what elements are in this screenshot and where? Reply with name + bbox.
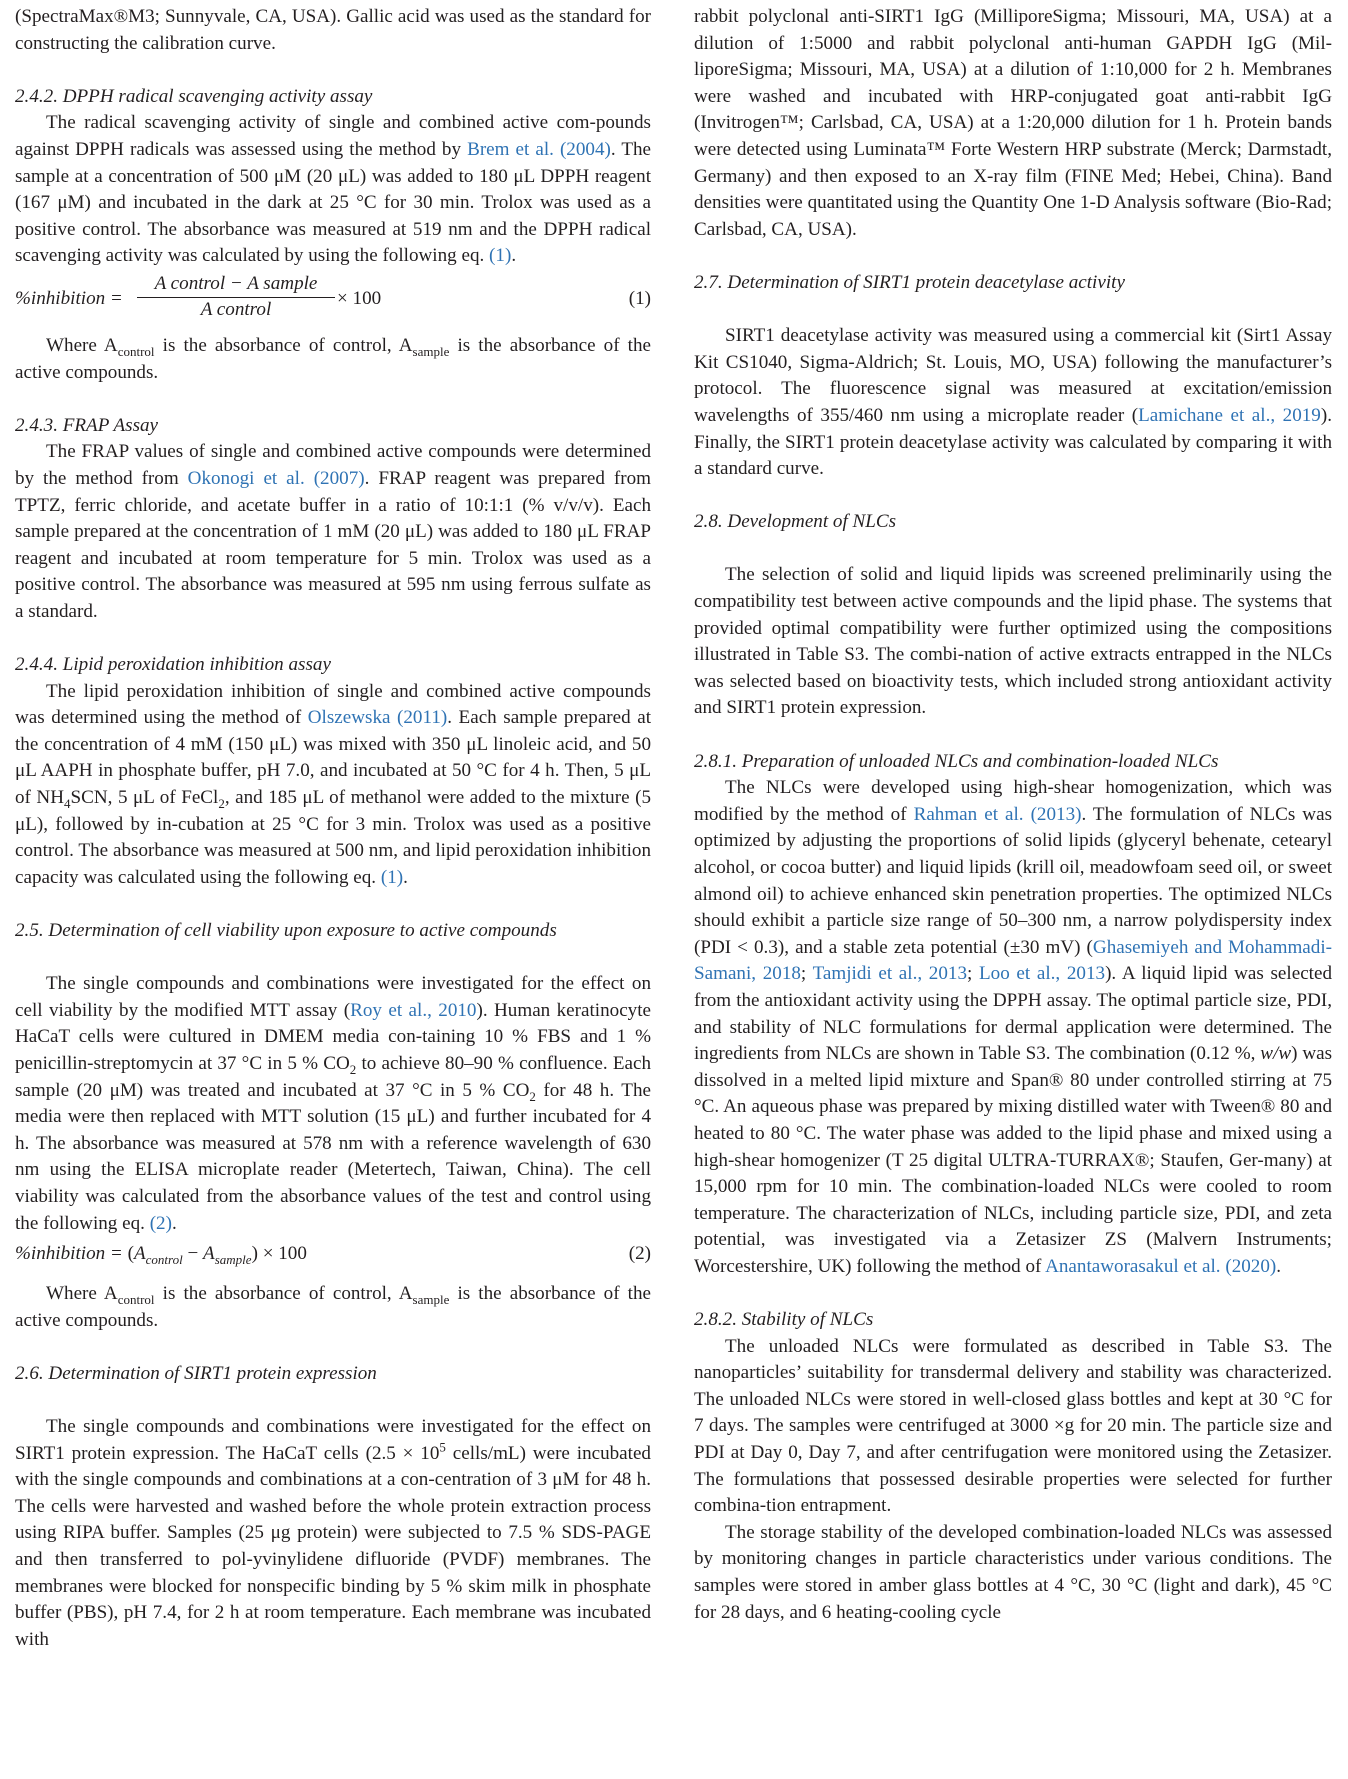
citation-link[interactable]: Brem et al. (2004)	[467, 138, 611, 160]
paragraph-spectramax: (SpectraMax®M3; Sunnyvale, CA, USA). Gallic acid was used as the standard for constructing the calibration curve.	[15, 6, 651, 54]
equation-1	[15, 272, 651, 325]
equation-denominator: A control	[200, 298, 272, 320]
section-heading-2-8-2: 2.8.2. Stability of NLCs	[694, 1309, 874, 1331]
paragraph-frap: The FRAP values of single and combined active compounds were determined by the method from Okonogi et al. (2007). FRAP reagent was prepared from TPTZ, ferric chloride, and acetate buffer in a ratio of 10:1:1 (% v/v/v). Each sample prepared at the concentration of 1 mM (20 μL) was added to 180 μL FRAP reagent and incubated at room temperature for 5 min. Trolox was used as a positive control. The absorbance was measured at 595 nm using ferrous sulfate as a standard.	[15, 441, 652, 622]
equation-link[interactable]: (2)	[149, 1212, 172, 1234]
paragraph-where-1: Where $A_{control}$ is the absorbance of control, $A_{sample}$ is the absorbance of the active compounds.	[15, 334, 652, 383]
section-heading-2-4-2: 2.4.2. DPPH radical scavenging activity assay	[15, 85, 373, 107]
section-heading-2-8: 2.8. Development of NLCs	[694, 511, 897, 533]
section-heading-2-6: 2.6. Determination of SIRT1 protein expression	[15, 1362, 377, 1384]
citation-link[interactable]: Tamjidi et al., 2013	[812, 963, 967, 985]
citation-link[interactable]: Lamichane et al., 2019	[1138, 404, 1321, 426]
paragraph-lipid-peroxidation: The lipid peroxidation inhibition of single and combined active compounds was determined using the method of Olszewska (2011). Each sample prepared at the concentration of 4 mM (150 μL) was mixed with 350 μL linoleic acid, and 50 μL AAPH in phosphate buffer, pH 7.0, and incubated at 50 °C for 4 h. Then, 5 μL of $NH_4SCN$, 5 μL of FeCl$_2$, and 185 μL of methanol were added to the mixture (5 μL), followed by in-cubation at 25 °C for 3 min. Trolox was used as a positive control. The absorbance was measured at 500 nm, and lipid peroxidation inhibition capacity was calculated using the following eq. (1).	[15, 680, 652, 888]
equation-2	[15, 1241, 651, 1273]
equation-link[interactable]: (1)	[380, 866, 404, 888]
section-heading-2-7: 2.7. Determination of SIRT1 protein deacetylase activity	[694, 271, 1125, 293]
equation-number: (2)	[628, 1243, 651, 1265]
equation-number: (1)	[628, 287, 651, 309]
equation-numerator: A control − A sample	[137, 272, 335, 298]
paragraph-dpph: The radical scavenging activity of single and combined active com-pounds against DPPH radicals was assessed using the method by Brem et al. (2004). The sample at a concentration of 500 μM (20 μL) was added to 180 μL DPPH reagent (167 μM) and incubated in the dark at 25 °C for 30 min. Trolox was used as a positive control. The absorbance was measured at 519 nm and the DPPH radical scavenging activity was calculated by using the following eq. (1).	[15, 112, 652, 267]
paragraph-storage-stability: The storage stability of the developed combination-loaded NLCs was assessed by monitoring changes in particle characteristics under various conditions. The samples were stored in amber glass bottles at 4 °C, 30 °C (light and dark), 45 °C for 28 days, and 6 heating-cooling cycle	[694, 1521, 1332, 1623]
equation-link[interactable]: (1)	[489, 245, 512, 267]
paragraph-sirt1-deacetylase: SIRT1 deacetylase activity was measured using a commercial kit (Sirt1 Assay Kit CS1040, Sigma-Aldrich; St. Louis, MO, USA) following the manufacturer’s protocol. The fluorescence signal was measured at excitation/emission wavelengths of 355/460 nm using a microplate reader (Lamichane et al., 2019). Finally, the SIRT1 protein deacetylase activity was calculated by comparing it with a standard curve.	[694, 325, 1332, 480]
citation-link[interactable]: Olszewska (2011)	[307, 707, 448, 729]
paragraph-antibodies: rabbit polyclonal anti-SIRT1 IgG (MilliporeSigma; Missouri, MA, USA) at a dilution of 1:5000 and rabbit polyclonal anti-human GAPDH IgG (Mil-liporeSigma; Missouri, MA, USA) at a dilution of 1:10,000 for 2 h. Membranes were washed and incubated with HRP-conjugated goat anti-rabbit IgG (Invitrogen™; Carlsbad, CA, USA) at a 1:20,000 dilution for 1 h. Protein bands were detected using Luminata™ Forte Western HRP substrate (Merck; Darmstadt, Germany) and then exposed to an X-ray film (FINE Med; Hebei, China). Band densities were quantitated using the Quantity One 1-D Analysis software (Bio-Rad; Carlsbad, CA, USA).	[694, 6, 1332, 240]
equation-lhs: %inhibition =	[15, 287, 123, 309]
section-heading-2-8-1: 2.8.1. Preparation of unloaded NLCs and combination-loaded NLCs	[694, 750, 1219, 772]
citation-link[interactable]: Loo et al., 2013	[978, 963, 1106, 985]
equation-body: %inhibition = $(A_{control} - A_{sample}) \times 100$	[15, 1243, 307, 1267]
paragraph-cell-viability: The single compounds and combinations were investigated for the effect on cell viability by the modified MTT assay (Roy et al., 2010). Human keratinocyte HaCaT cells were cultured in DMEM media con-taining 10 % FBS and 1 % penicillin-streptomycin at 37 °C in 5 % $CO_2$ to achieve 80–90 % confluence. Each sample (20 μM) was treated and incubated at 37 °C in 5 % $CO_2$ for 48 h. The media were then replaced with MTT solution (15 μL) and further incubated for 4 h. The absorbance was measured at 578 nm with a reference wavelength of 630 nm using the ELISA microplate reader (Metertech, Taiwan, China). The cell viability was calculated from the absorbance values of the test and control using the following eq. (2).	[15, 973, 651, 1234]
equation-multiplier: × 100	[337, 287, 382, 309]
equation-fraction	[137, 272, 335, 322]
citation-link[interactable]: Roy et al., 2010	[350, 999, 477, 1021]
left-column	[15, 4, 651, 1653]
paragraph-nlc-stability: The unloaded NLCs were formulated as described in Table S3. The nanoparticles’ suitability for transdermal delivery and stability was characterized. The unloaded NLCs were stored in well-closed glass bottles and kept at 30 °C for 7 days. The samples were centrifuged at 3000 ×g for 20 min. The particle size and PDI at Day 0, Day 7, and after centrifugation were monitored using the Zetasizer. The formulations that possessed desirable properties were selected for further combina-tion entrapment.	[694, 1335, 1332, 1517]
citation-link[interactable]: Ghasemiyeh and Mohammadi-Samani, 2018	[694, 936, 1332, 985]
paragraph-sirt1-expression: The single compounds and combinations were investigated for the effect on SIRT1 protein expression. The HaCaT cells ($2.5 \times 10^5$ cells/mL) were incubated with the single compounds and combinations at a con-centration of 3 μM for 48 h. The cells were harvested and washed before the whole protein extraction process using RIPA buffer. Samples (25 μg protein) were subjected to 7.5 % SDS-PAGE and then transferred to pol-yvinylidene difluoride (PVDF) membranes. The membranes were blocked for nonspecific binding by 5 % skim milk in phosphate buffer (PBS), pH 7.4, for 2 h at room temperature. Each membrane was incubated with	[15, 1416, 651, 1650]
section-heading-2-4-3: 2.4.3. FRAP Assay	[15, 414, 159, 436]
right-column	[694, 4, 1332, 1626]
citation-link[interactable]: Anantaworasakul et al. (2020)	[1045, 1255, 1277, 1277]
section-heading-2-5: 2.5. Determination of cell viability upon exposure to active compounds	[15, 920, 557, 941]
paragraph-nlc-development: The selection of solid and liquid lipids was screened preliminarily using the compatibility test between active compounds and the lipid phase. The systems that provided optimal compatibility were further optimized using the compositions illustrated in Table S3. The combi-nation of active extracts entrapped in the NLCs was selected based on bioactivity tests, which included strong antioxidant activity and SIRT1 protein expression.	[694, 564, 1332, 719]
citation-link[interactable]: Rahman et al. (2013)	[913, 803, 1082, 825]
paragraph-where-2: Where $A_{control}$ is the absorbance of control, $A_{sample}$ is the absorbance of the active compounds.	[15, 1283, 652, 1331]
citation-link[interactable]: Okonogi et al. (2007)	[187, 467, 365, 489]
paragraph-nlc-preparation: The NLCs were developed using high-shear homogenization, which was modified by the method of Rahman et al. (2013). The formulation of NLCs was optimized by adjusting the proportions of solid lipids (glyceryl behenate, cetearyl alcohol, or cocoa butter) and liquid lipids (krill oil, meadowfoam seed oil, or sweet almond oil) to achieve enhanced skin penetration properties. The optimized NLCs should exhibit a particle size range of 50–300 nm, a narrow polydispersity index (PDI < 0.3), and a stable zeta potential (±30 mV) (Ghasemiyeh and Mohammadi-Samani, 2018; Tamjidi et al., 2013; Loo et al., 2013). A liquid lipid was selected from the antioxidant activity using the DPPH assay. The optimal particle size, PDI, and stability of NLC formulations for dermal application were determined. The ingredients from NLCs are shown in Table S3. The combination (0.12 %, w/w) was dissolved in a melted lipid mixture and Span® 80 under controlled stirring at 75 °C. An aqueous phase was prepared by mixing distilled water with Tween® 80 and heated to 80 °C. The water phase was added to the lipid phase and mixed using a high-shear homogenizer (T 25 digital ULTRA-TURRAX®; Staufen, Ger-many) at 15,000 rpm for 10 min. The combination-loaded NLCs were cooled to room temperature. The characterization of NLCs, including particle size, PDI, and zeta potential, was investigated via a Zetasizer ZS (Malvern Instruments; Worcestershire, UK) following the method of Anantaworasakul et al. (2020).	[694, 777, 1333, 1277]
section-heading-2-4-4: 2.4.4. Lipid peroxidation inhibition assay	[15, 654, 331, 676]
